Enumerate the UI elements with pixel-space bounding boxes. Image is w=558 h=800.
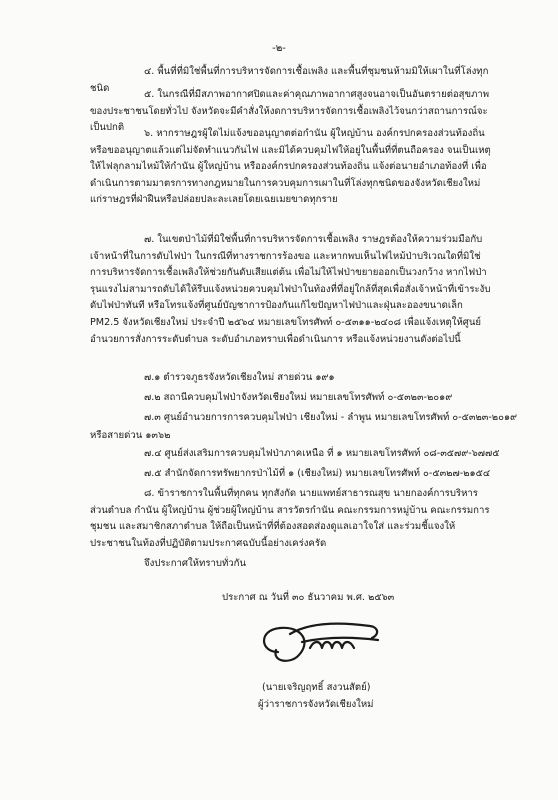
signer-name: (นายเจริญฤทธิ์ สงวนสัตย์) [262,682,371,693]
item-7-2: ๗.๒ สถานีควบคุมไฟป่าจังหวัดเชียงใหม่ หมายเลขโทรศัพท์ ๐-๕๓๒๓-๒๐๑๙ [144,392,453,403]
signature [250,612,400,672]
item-8: ๘. ข้าราชการในพื้นที่ทุกคน ทุกสังกัด นายแพทย์สาธารณสุข นายกองค์การบริหารส่วนตำบล กำนัน ผู้ใหญ่บ้าน ผู้ช่วยผู้ใหญ่บ้าน สารวัตรกำนัน คณะกรรมการหมู่บ้าน คณะกรรมการชุมชน และสมาชิกสภาตำบล ให้ถือเป็นหน้าที่ที่ต้องสอดส่องดูแลเอาใจใส่ และร่วมชี้แจงให้ประชาชนในท้องที่ปฏิบัติตามประกาศฉบับนี้อย่างเคร่งครัด [90,488,490,549]
page-number: -๒- [272,43,286,54]
item-7-3: ๗.๓ ศูนย์อำนวยการการควบคุมไฟป่า เชียงใหม่ - ลำพูน หมายเลขโทรศัพท์ ๐-๕๓๒๓-๒๐๑๙ [144,412,518,423]
item-6: ๖. หากราษฎรผู้ใดไม่แจ้งขออนุญาตต่อกำนัน ผู้ใหญ่บ้าน องค์กรปกครองส่วนท้องถิ่น หรือขออนุญาตแล้วแต่ไม่จัดทำแนวกันไฟ และมิได้ควบคุมไฟให้อยู่ในพื้นที่ที่ตนถือครอง จนเป็นเหตุให้ไฟลุกลามไหม้ให้กำนัน ผู้ใหญ่บ้าน หรือองค์กรปกครองส่วนท้องถิ่น แจ้งต่อนายอำเภอท้องที่ เพื่อดำเนินการตามมาตรการทางกฎหมายในการควบคุมการเผาในที่โล่งทุกชนิดของจังหวัดเชียงใหม่ แก่ราษฎรที่ฝ่าฝืนหรือปล่อยปละละเลยโดยเฉยเมยขาดทุกราย [90,128,491,206]
item-5: ๕. ในกรณีที่มีสภาพอากาศปิดและค่าคุณภาพอากาศสูงจนอาจเป็นอันตรายต่อสุขภาพของประชาชนโดยทั่วไป จังหวัดจะมีคำสั่งให้งดการบริหารจัดการเชื้อเพลิงไว้จนกว่าสถานการณ์จะเป็นปกติ [90,89,490,134]
signer-title: ผู้ว่าราชการจังหวัดเชียงใหม่ [258,699,374,710]
item-7-5: ๗.๕ สำนักจัดการทรัพยากรป่าไม้ที่ ๑ (เชียงใหม่) หมายเลขโทรศัพท์ ๐-๕๓๒๗-๒๑๕๔ [144,468,491,479]
item-4: ๔. พื้นที่ที่มิใช่พื้นที่การบริหารจัดการเชื้อเพลิง และพื้นที่ชุมชนห้ามมิให้เผาในที่โล่งทุกชนิด [90,66,489,94]
item-7: ๗. ในเขตป่าไม้ที่มิใช่พื้นที่การบริหารจัดการเชื้อเพลิง ราษฎรต้องให้ความร่วมมือกับเจ้าหน้าที่ในการดับไฟป่า ในกรณีที่ทางราชการร้องขอ และหากพบเห็นไฟไหม้ป่าบริเวณใดที่มิใช่การบริหารจัดการเชื้อเพลิงให้ช่วยกันดับเสียแต่ต้น เพื่อไม่ให้ไฟป่าขยายออกเป็นวงกว้าง หากไฟป่ารุนแรงไม่สามารถดับได้ให้รีบแจ้งหน่วยควบคุมไฟป่าในท้องที่ที่อยู่ใกล้ที่สุดเพื่อสั่งเจ้าหน้าที่เข้าระงับดับไฟป่าทันที หรือโทรแจ้งที่ศูนย์บัญชาการป้องกันแก้ไขปัญหาไฟป่าและฝุ่นละอองขนาดเล็ก PM2.5 จังหวัดเชียงใหม่ ประจำปี ๒๕๖๔ หมายเลขโทรศัพท์ ๐-๕๓๑๑-๒๔๐๘ เพื่อแจ้งเหตุให้ศูนย์อำนวยการสั่งการระดับตำบล ระดับอำเภอทราบเพื่อดำเนินการ หรือแจ้งหน่วยงานดังต่อไปนี้ [90,234,491,345]
item-7-4: ๗.๔ ศูนย์ส่งเสริมการควบคุมไฟป่าภาคเหนือ ที่ ๑ หมายเลขโทรศัพท์ ๐๘-๓๕๗๙-๖๗๗๕ [144,448,500,459]
closing-statement: จึงประกาศให้ทราบทั่วกัน [144,558,247,569]
date-line: ประกาศ ณ วันที่ ๓๐ ธันวาคม พ.ศ. ๒๕๖๓ [222,592,395,603]
item-7-1: ๗.๑ ตำรวจภูธรจังหวัดเชียงใหม่ สายด่วน ๑๙๑ [144,372,335,383]
item-7-3-hotline: หรือสายด่วน ๑๓๖๒ [90,430,171,441]
